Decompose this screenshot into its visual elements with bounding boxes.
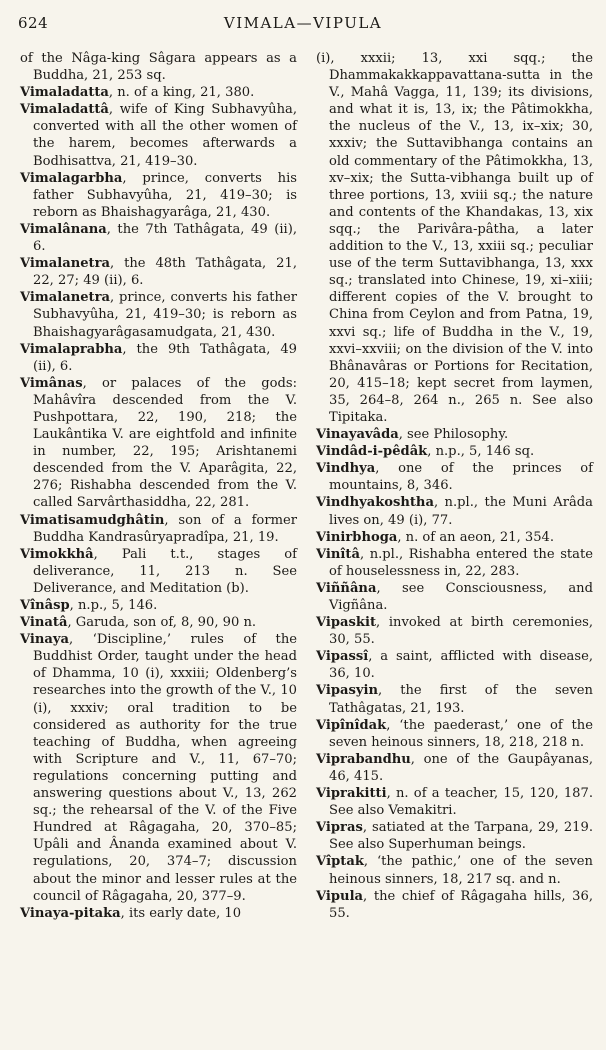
entry-text: , n. of a teacher, 15, 120, 187. See also Vemakitri.	[329, 786, 593, 819]
entry-text: , son of a former Buddha Kandrasûryapradîpa, 21, 19.	[33, 512, 297, 545]
index-entry	[316, 614, 593, 648]
entry-headword: Viññâna	[316, 580, 377, 596]
entry-headword: Vindhya	[316, 461, 376, 477]
entry-text: , ‘the pathic,’ one of the seven heinous sinners, 18, 217 sq. and n.	[329, 854, 593, 887]
index-entry	[20, 375, 297, 512]
entry-headword: Vimalaprabha	[20, 341, 123, 357]
index-entry	[20, 289, 297, 340]
entry-text: , its early date, 10	[120, 905, 242, 921]
entry-text: , see Consciousness, and Vigñâna.	[329, 580, 593, 613]
entry-text: , the 48th Tathâgata, 21, 22, 27; 49 (ii), 6.	[33, 256, 297, 289]
entry-text: , prince, converts his father Subhavyûha, 21, 419–30; is reborn as Bhaishagyarâgasamudgata, 21, 430.	[33, 290, 297, 340]
index-entry	[316, 648, 593, 682]
entry-text: , Garuda, son of, 8, 90, 90 n.	[67, 615, 257, 631]
index-entry	[20, 101, 297, 169]
entry-headword: Vimalanetra	[20, 290, 110, 306]
index-column-right	[316, 50, 593, 922]
entry-headword: Vimatisamudghâtin	[20, 512, 165, 528]
entry-headword: Vimaladatta	[20, 85, 109, 101]
index-entry	[316, 853, 593, 887]
index-entry	[316, 751, 593, 785]
entry-text: , Pali t.t., stages of deliverance, 11, 213 n. See Deliverance, and Meditation (b).	[33, 546, 297, 596]
entry-headword: Vimalanetra	[20, 256, 110, 272]
entry-headword: Vinaya-pitaka	[20, 905, 121, 921]
entry-headword: Vînâsp	[20, 598, 70, 613]
entry-text: , wife of King Subhavyûha, converted with all the other women of the harem, becomes afterwards a Bodhisattva, 21, 419–30.	[33, 102, 297, 169]
entry-text: , n.p., 5, 146 sq.	[427, 444, 535, 460]
index-entry	[20, 631, 297, 905]
entry-headword: Vimokkhâ	[20, 546, 94, 562]
index-column-left	[20, 50, 297, 922]
index-entry	[316, 682, 593, 716]
entry-headword: Vipaskit	[316, 615, 377, 631]
entry-headword: Vinayavâda	[316, 427, 399, 443]
entry-text: , prince, converts his father Subhavyûha, 21, 419–30; is reborn as Bhaishagyarâga, 21, 430.	[33, 170, 297, 220]
entry-text: , invoked at birth ceremonies, 30, 55.	[329, 615, 593, 648]
index-entry	[20, 341, 297, 375]
index-entry	[20, 512, 297, 546]
page-number: 624	[18, 14, 49, 32]
entry-text: , ‘Discipline,’ rules of the Buddhist Order, taught under the head of Dhamma, 10 (i), xxxiii; Oldenberg’s researches into the growth of the V., 10 (i), xxxiv; oral tradition to be considered as authority for the true teaching of Buddha, when agreeing with Scripture and V., 11, 67–70; regulations concerning putting and answering questions about V., 13, 262 sq.; the rehearsal of the V. of the Five Hundred at Râgagaha, 20, 370–85; Upâli and Ânanda examined about V. regulations, 20, 374–7; discussion about the minor and lesser rules at the council of Râgagaha, 20, 377–9.	[33, 632, 297, 904]
entry-text: , n. of an aeon, 21, 354.	[397, 529, 555, 545]
index-entry	[20, 255, 297, 289]
index-entry	[20, 905, 297, 922]
entry-headword: Vipula	[316, 888, 364, 904]
entry-text: , ‘the paederast,’ one of the seven heinous sinners, 18, 218, 218 n.	[329, 717, 593, 750]
index-entry	[20, 84, 297, 101]
entry-headword: Vimaladattâ	[20, 102, 109, 118]
index-entry	[20, 221, 297, 255]
running-title: VIMALA—VIPULA	[223, 14, 383, 32]
entry-text: , one of the princes of mountains, 8, 346.	[329, 461, 593, 494]
index-entry	[316, 426, 593, 443]
index-entry	[20, 597, 297, 614]
entry-headword: Vinîtâ	[316, 546, 360, 562]
index-entry	[316, 529, 593, 546]
index-entry	[20, 170, 297, 221]
index-entry	[316, 460, 593, 494]
entry-headword: Vimânas	[20, 375, 83, 391]
entry-text: , the 7th Tathâgata, 49 (ii), 6.	[33, 221, 297, 255]
index-entry	[316, 546, 593, 580]
entry-text: of the Nâga-king Sâgara appears as a Buddha, 21, 253 sq.	[20, 51, 297, 84]
index-entry	[20, 614, 297, 631]
index-entry	[316, 494, 593, 528]
index-entry	[316, 443, 593, 460]
entry-headword: Vipasyin	[316, 683, 379, 699]
entry-headword: Vindâd-i-pêdâk	[316, 444, 428, 460]
entry-text: , n.p., 5, 146.	[69, 598, 158, 613]
entry-headword: Vimalagarbha	[20, 170, 123, 186]
entry-text: , the chief of Râgagaha hills, 36, 55.	[329, 888, 593, 921]
entry-text: , n.pl., the Muni Arâda lives on, 49 (i), 77.	[329, 495, 593, 528]
index-entry	[316, 888, 593, 922]
entry-text: , a saint, afflicted with disease, 36, 10.	[329, 649, 593, 682]
entry-text: , one of the Gaupâyanas, 46, 415.	[329, 751, 593, 784]
entry-headword: Vinatâ	[20, 615, 68, 631]
index-entry	[316, 50, 593, 426]
entry-text: , n.pl., Rishabha entered the state of houselessness in, 22, 283.	[329, 546, 593, 579]
entry-text: , or palaces of the gods: Mahâvîra descended from the V. Pushpottara, 22, 190, 218; the Laukântika V. are eightfold and infinite in number, 22, 195; Arishtanemi descended from the V. Aparâgita, 22, 276; Rishabha descended from the V. called Sarvârthasiddha, 22, 281.	[33, 375, 297, 511]
index-entry	[20, 50, 297, 84]
index-entry	[316, 580, 593, 614]
entry-headword: Vindhyakoshtha	[316, 495, 434, 511]
entry-headword: Vipassî	[316, 649, 369, 665]
entry-headword: Vinirbhoga	[316, 529, 398, 545]
entry-text: , the first of the seven Tathâgatas, 21, 193.	[329, 683, 593, 716]
index-entry	[316, 819, 593, 853]
index-entry	[20, 546, 297, 597]
entry-headword: Vinaya	[20, 632, 69, 648]
entry-text: , satiated at the Tarpana, 29, 219. See also Superhuman beings.	[329, 820, 593, 853]
entry-text: , see Philosophy.	[398, 427, 509, 443]
entry-headword: Viprakitti	[316, 786, 387, 802]
entry-headword: Viprabandhu	[316, 751, 411, 767]
index-entry	[316, 717, 593, 751]
entry-text: , the 9th Tathâgata, 49 (ii), 6.	[33, 341, 297, 374]
entry-headword: Vîptak	[316, 854, 364, 870]
entry-headword: Vipras	[316, 820, 363, 836]
entry-text: , n. of a king, 21, 380.	[108, 85, 255, 101]
index-entry	[316, 785, 593, 819]
entry-headword: Vimalânana	[20, 221, 107, 237]
entry-text: (i), xxxii; 13, xxi sqq.; the Dhammakakkappavattana-sutta in the V., Mahâ Vagga, 11, 139; its divisions, and what it is, 13, ix; the Pâtimokkha, the nucleus of the V., 13, ix–xix; 30, xxxiv; the Suttavibhanga contains an old commentary of the Pâtimokkha, 13, xv–xix; the Sutta-vibhanga built up of three portions, 13, xviii sq.; the nature and contents of the Khandakas, 13, xix sqq.; the Parivâra-pâtha, a later addition to the V., 13, xxiii sq.; peculiar use of the term Suttavibhanga, 13, xxx sq.; translated into Chinese, 19, xi–xiii; different copies of the V. brought to China from Ceylon and from Patna, 19, xxvi sq.; life of Buddha in the V., 19, xxvi–xxviii; on the division of the V. into Bhânavâras or Portions for Recitation, 20, 415–18; kept secret from laymen, 35, 264–8, 264 n., 265 n. See also Tipitaka.	[316, 51, 593, 425]
entry-headword: Vipînîdak	[316, 717, 387, 733]
